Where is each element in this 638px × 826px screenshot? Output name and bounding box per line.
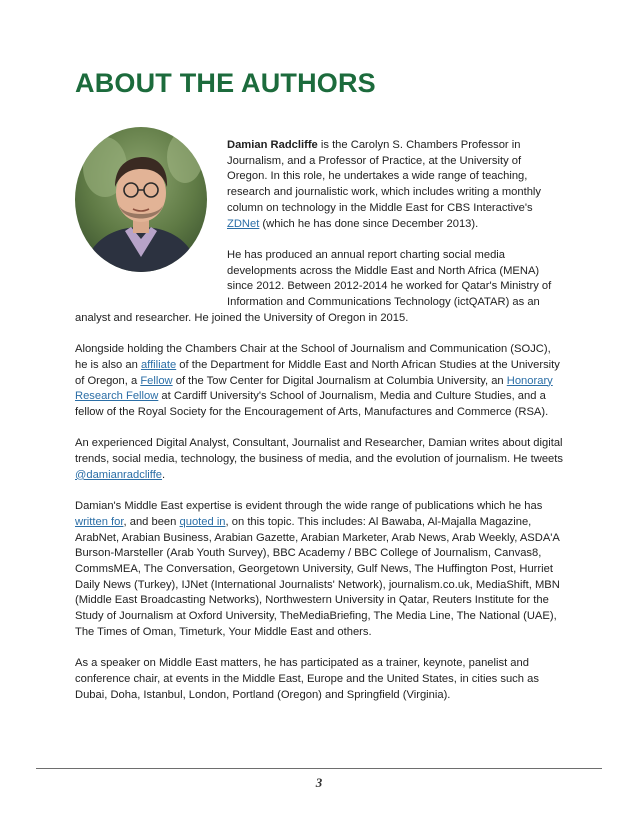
bio-paragraph-speaking: As a speaker on Middle East matters, he has participated as a trainer, keynote, panelist and conference chair, at events in the Middle East, Europe and the United States, in cities such as Dubai, Doha, Istanbul, London, Portland (Oregon) and Springfield (Virginia). [75,657,539,701]
honorary-fellow-link[interactable]: Honorary Research Fellow [75,374,553,403]
affiliations-text-c: of the Tow Center for Digital Journalism at Columbia University, an [172,374,507,387]
affiliations-text-a: Alongside holding the Chambers Chair at the School of Journalism and Communication (SOJC), he is also an [75,343,551,371]
affiliate-link[interactable]: affiliate [140,358,177,371]
publications-text-c: , on this topic. This includes: Al Bawaba, Al-Majalla Magazine, ArabNet, Arabian Business, Arabian Gazette, Arabian Marketer, Arab News, Arab Weekly, ASDA'A Burson-Marsteller (Arab Youth Survey), BBC Academy / BBC College of Journalism, Canvas8, CommsMEA, The Conversation, Georgetown University, Gulf News, The Huffington Post, Hurriet Daily News (Turkey), IJNet (International Journalists' Network), journalism.co.uk, MediaShift, MBN (Middle East Broadcasting Networks), Northwestern University in Qatar, Reuters Institute for the Study of Journalism at Oxford University, TheMediaBriefing, The Media Line, The National (UAE), The Times of Oman, Timeturk, Your Middle East and others. [75,515,560,638]
footer-divider [36,768,602,769]
affiliations-text-d: at Cardiff University's School of Journalism, Media and Culture Studies, and a fellow of the Royal Society for the Encouragement of Arts, Manufactures and Commerce (RSA). [75,390,549,418]
fellow-link[interactable]: Fellow [140,374,173,387]
page-title: ABOUT THE AUTHORS [75,68,376,98]
twitter-handle-link[interactable]: @damianradcliffe [75,468,163,481]
bio-paragraph-reports: He has produced an annual report charting social media developments across the Middle East and North Africa (MENA) since 2012. Between 2012-2014 he worked for Qatar's Ministry of Information and Communications Technology (ictQATAR) as an analyst and researcher. He joined the University of Oregon in 2015. [75,248,552,324]
digital-text-b: . [162,468,166,481]
author-name: Damian Radcliffe [227,139,318,151]
publications-text-b: , and been [123,515,180,528]
affiliations-text-b: of the Department for Middle East and North African Studies at the University of Oregon, a [75,358,560,387]
publications-text-a: Damian's Middle East expertise is evident through the wide range of publications which he has [75,500,543,513]
written-for-link[interactable]: written for [75,515,124,528]
digital-text-a: An experienced Digital Analyst, Consultant, Journalist and Researcher, Damian writes about digital trends, social media, technology, the business of media, and the evolution of journalism. He tweets [75,437,563,466]
zdnet-link[interactable]: ZDNet [227,217,260,230]
bio-paragraph-publications [75,499,564,640]
intro-tail: (which he has done since December 2013). [259,217,479,230]
intro-text: is the Carolyn S. Chambers Professor in Journalism, and a Professor of Practice, at the University of Oregon. In this role, he undertakes a wide range of teaching, research and journalistic work, which includes writing a monthly column on technology in the Middle East for CBS Interactive's [227,139,542,214]
quoted-in-link[interactable]: quoted in [179,515,226,528]
bio-text [75,138,564,719]
bio-paragraph-digital [75,436,564,483]
bio-paragraph-affiliations [75,342,564,421]
page-number: 3 [315,775,323,790]
portrait-spacer [75,138,227,298]
